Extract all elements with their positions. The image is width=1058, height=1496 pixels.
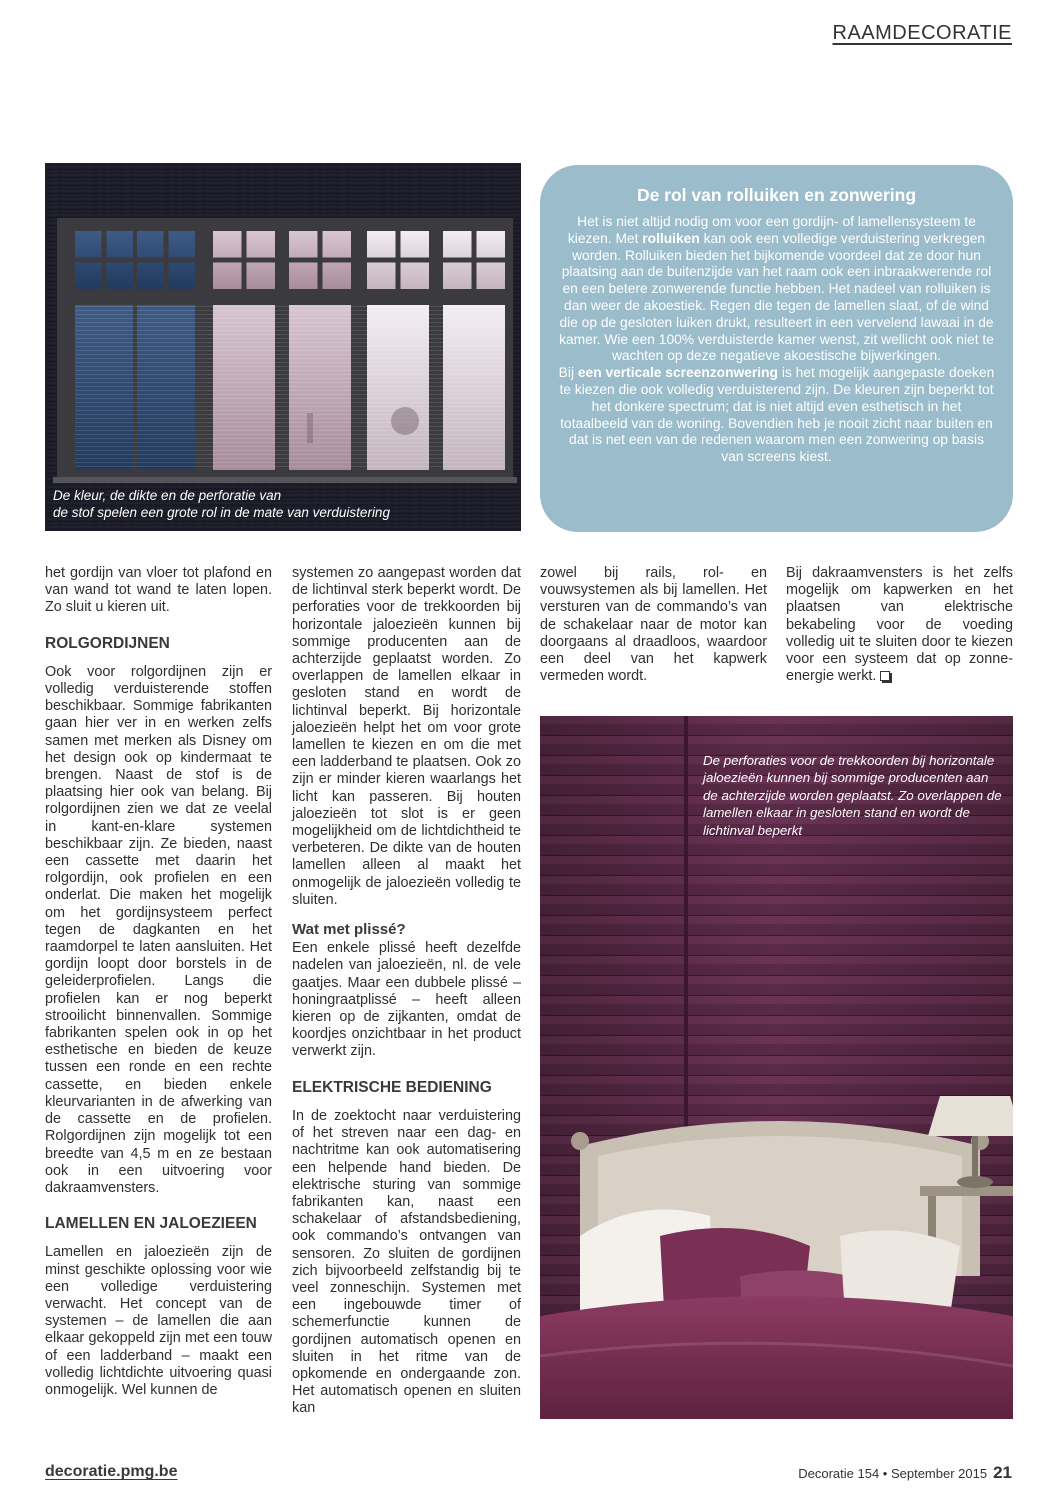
sidebar-title: De rol van rolluiken en zonwering — [636, 185, 917, 205]
paragraph: het gordijn van vloer tot plafond en van wand tot wand te laten lopen. Zo sluit u kieren uit. — [45, 565, 272, 616]
photo-bedroom-blinds — [540, 716, 1013, 1419]
photo-windows-at-night — [45, 163, 521, 531]
end-of-article-icon — [880, 671, 890, 681]
section-label: RAAMDECORATIE — [832, 22, 1012, 44]
photo-caption: De perforaties voor de trekkoorden bij horizontale jaloezieën kunnen bij sommige producenten aan de achterzijde worden geplaatst. Zo overlappen de lamellen elkaar in gesloten stand en wordt de lichtinval beperkt — [703, 753, 1002, 838]
sidebar-paragraph: Het is niet altijd nodig om voor een gordijn- of lamellensysteem te kiezen. Met rolluiken kan ook een volledige verduistering verkregen worden. Rolluiken bieden het bijkomende voordeel dat ze door hun plaatsing aan de buitenzijde van het raam ook een inbraakwerende rol en een betere zonwerende functie hebben. Het nadeel van rolluiken is dan weer de akoestiek. Regen die tegen de lamellen slaat, of de wind die op de gesloten luiken drukt, resulteert in een vervelend lawaai in de kamer. Wie een 100% verduisterde kamer wenst, zit wellicht ook niet te wachten op deze negatieve akoestische bijwerkingen. — [559, 214, 994, 364]
article-column-2 — [292, 565, 521, 1418]
photo-caption: De kleur, de dikte en de perforatie van de stof spelen een grote rol in de mate van verduistering — [53, 488, 390, 520]
footer-website-link[interactable]: decoratie.pmg.be — [45, 1463, 178, 1480]
paragraph: Ook voor rolgordijnen zijn er volledig verduisterende stoffen beschikbaar. Sommige fabrikanten gaan hier ver in en werken zelfs samen met merken als Disney om het design ook op kindermaat te brengen. Naast de stof is de plaatsing hier ook van belang. Bij rolgordijnen zien we dat ze veelal in kant-en-klare systemen beschikbaar zijn. Ze bieden, naast een cassette met daarin het rolgordijn, ook profielen en een onderlat. Die maken het mogelijk om het gordijnsysteem perfect tegen de dagkanten en het raamdorpel te laten aansluiten. Het gordijn loopt door borstels in de geleiderprofielen. Langs die profielen kan er nog beperkt strooilicht binnenvallen. Sommige fabrikanten spelen ook in op het esthetische en bieden de keuze tussen een ronde en een rechte cassette, en bieden enkele kleurvarianten in de afwerking van de cassette en de profielen. Rolgordijnen zijn mogelijk tot een breedte van 4,5 m en ze bestaan ook in een uitvoering voor dakraamvensters. — [45, 663, 272, 1196]
heading-elektrische-bediening: ELEKTRISCHE BEDIENING — [292, 1078, 492, 1096]
article-column-3 — [540, 565, 767, 685]
sidebar-box — [540, 165, 1013, 532]
article-column-1 — [45, 565, 272, 1399]
heading-plisse: Wat met plissé? — [292, 921, 406, 939]
heading-lamellen: LAMELLEN EN JALOEZIEEN — [45, 1215, 257, 1233]
heading-rolgordijnen: ROLGORDIJNEN — [45, 634, 170, 652]
paragraph: Bij dakraamvensters is het zelfs mogelijk om kapwerken en het plaatsen van elektrische bekabeling voor de voeding volledig uit te sluiten door te kiezen voor een systeem dat op zonne-energie werkt. — [786, 565, 1013, 685]
paragraph: Een enkele plissé heeft dezelfde nadelen van jaloezieën, nl. de vele gaatjes. Maar een dubbele plissé – honingraatplissé – heeft alleen kieren op de zijkanten, omdat de koordjes onzichtbaar in het product verwerkt zijn. — [292, 940, 521, 1060]
page-number: 21 — [993, 1463, 1012, 1482]
issue-label: Decoratie 154 • September 2015 — [798, 1466, 988, 1481]
footer-issue-info — [798, 1463, 1012, 1483]
sidebar-paragraph: Bij een verticale screenzonwering is het mogelijk aangepaste doeken te kiezen die ook volledig verduisterend zijn. De kleuren zijn beperkt tot het donkere spectrum; dat is niet altijd even esthetisch in het totaalbeeld van de woning. Bovendien heb je nooit zicht naar buiten en dat is net een van de redenen waarom men een zonwering op basis van screens kiest. — [558, 365, 995, 465]
sidebar-body — [558, 214, 995, 466]
paragraph: In de zoektocht naar verduistering of het streven naar een dag- en nachtritme kan ook automatisering een helpende hand bieden. De elektrische sturing van sommige fabrikanten kan, naast een schakelaar of afstandsbediening, ook commando’s ontvangen van sensoren. Zo sluiten de gordijnen zich bijvoorbeeld zelfstandig bij te veel zonneschijn. Systemen met een ingebouwde timer of schemerfunctie kunnen de gordijnen automatisch openen en sluiten in het ritme van de opkomende en ondergaande zon. Het automatisch openen en sluiten kan — [292, 1107, 521, 1417]
paragraph: zowel bij rails, rol- en vouwsystemen als bij lamellen. Het versturen van de commando’s van de schakelaar naar de motor kan doorgaans al draadloos, waardoor een deel van het kapwerk vermeden wordt. — [540, 565, 767, 685]
paragraph: systemen zo aangepast worden dat de lichtinval sterk beperkt wordt. De perforaties voor de trekkoorden bij horizontale jaloezieën kunnen bij sommige producenten aan de achterzijde geplaatst worden. Zo overlappen de lamellen elkaar in gesloten stand en wordt de lichtinval beperkt. Bij horizontale jaloezieën helpt het om voor grote lamellen te kiezen en om die met een ladderband te plaatsen. Ook zo zijn er minder kieren waarlangs het licht kan passeren. Bij houten jaloezieën tot slot is er geen mogelijkheid om de lichtdichtheid te verbeteren. De dikte van de houten lamellen alleen al maakt het onmogelijk de jaloezieën volledig te sluiten. — [292, 565, 521, 908]
paragraph: Lamellen en jaloezieën zijn de minst geschikte oplossing voor wie een volledige verduistering verwacht. Het concept van de systemen – de lamellen die aan elkaar gekoppeld zijn met een touw of een ladderband – maakt een volledig lichtdichte uitvoering quasi onmogelijk. Wel kunnen de — [45, 1244, 272, 1398]
article-column-4 — [786, 565, 1013, 685]
